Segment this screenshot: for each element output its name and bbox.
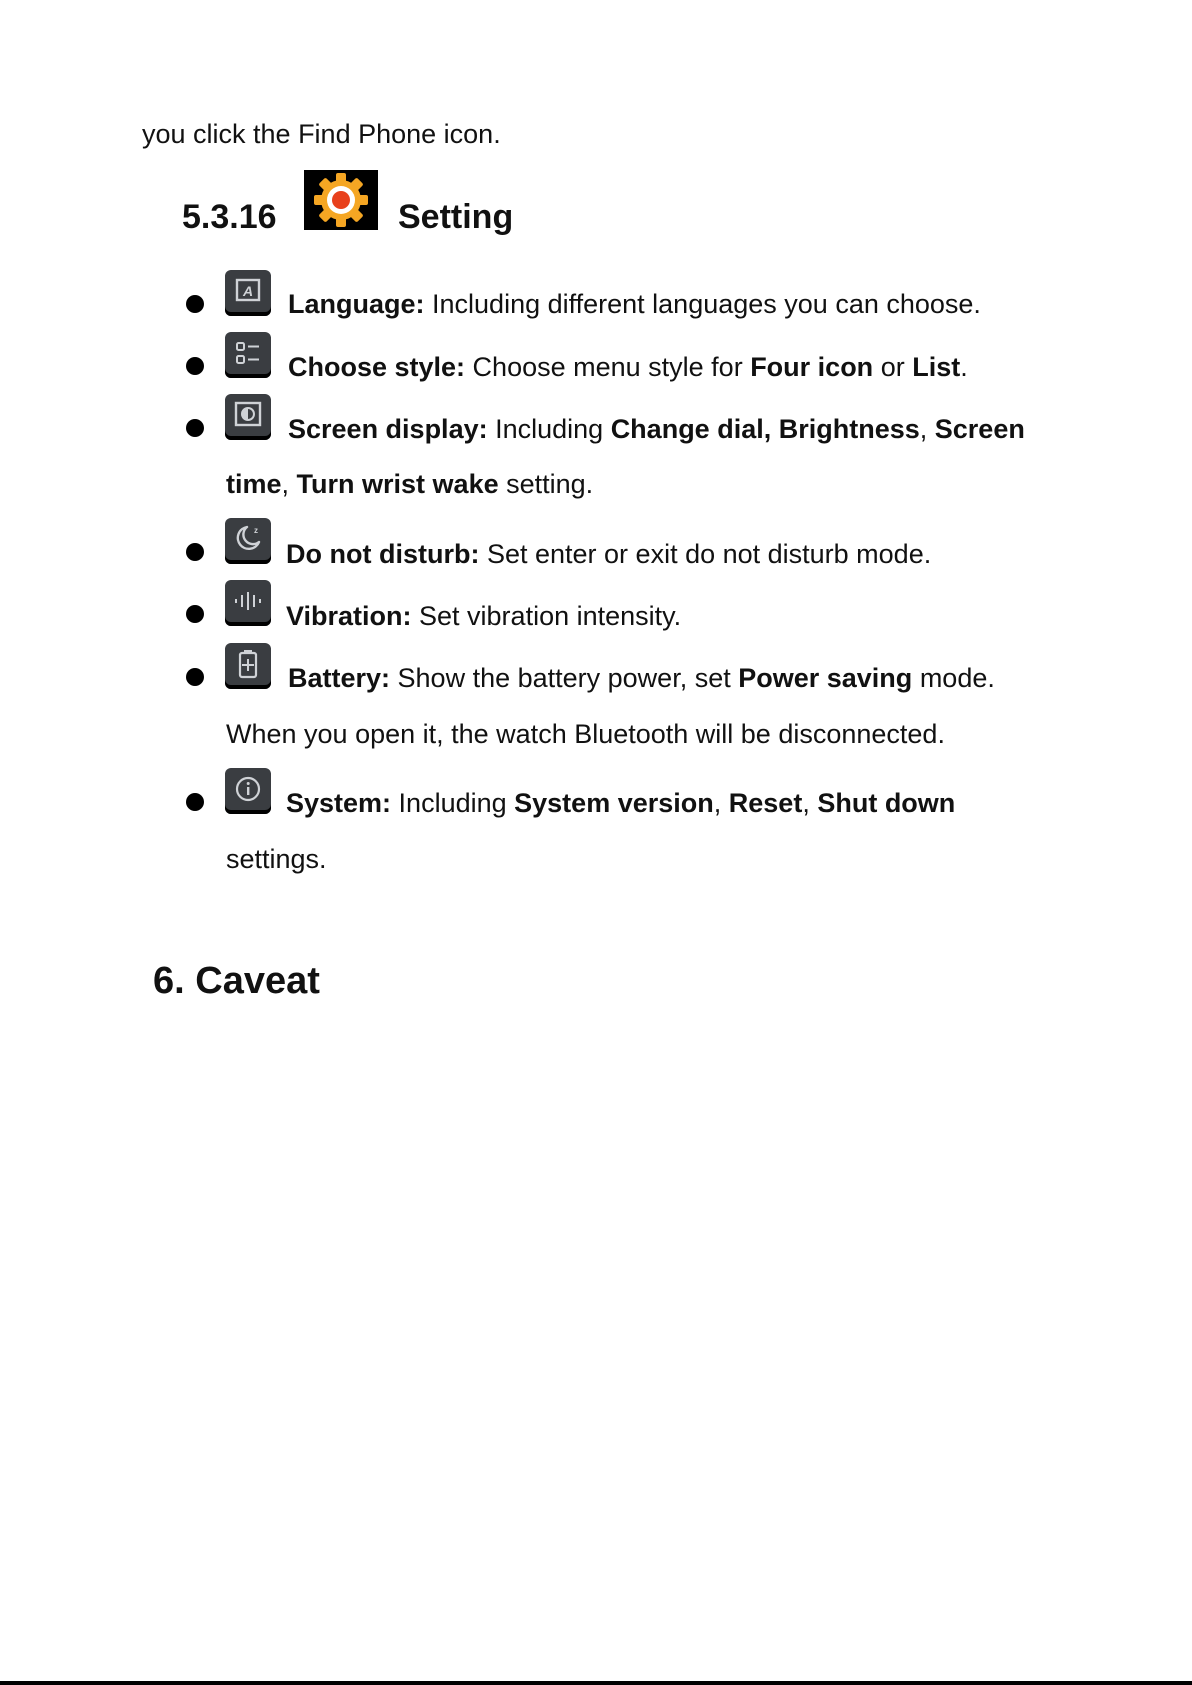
list-item xyxy=(288,350,968,384)
item-bold: Four icon xyxy=(750,352,874,382)
item-label: Vibration: xyxy=(286,601,412,631)
page-bottom-rule xyxy=(0,1681,1192,1685)
item-desc: or xyxy=(873,352,913,382)
vibration-icon xyxy=(225,580,271,626)
item-desc: , xyxy=(919,414,935,444)
item-bold: Shut down xyxy=(817,788,956,818)
item-label: Battery: xyxy=(288,663,391,693)
item-label: Do not disturb: xyxy=(286,539,480,569)
svg-text:A: A xyxy=(242,283,254,299)
bullet xyxy=(186,793,204,811)
item-desc: Choose menu style for xyxy=(465,352,751,382)
svg-text:z: z xyxy=(254,526,258,535)
list-item xyxy=(286,786,955,820)
item-bold: Power saving xyxy=(738,663,913,693)
list-item-continuation: When you open it, the watch Bluetooth will be disconnected. xyxy=(226,719,945,749)
list-item xyxy=(288,661,995,695)
item-desc: mode. xyxy=(912,663,995,693)
item-bold: Screen xyxy=(934,414,1025,444)
item-desc: setting. xyxy=(498,469,594,499)
item-desc: , xyxy=(281,469,297,499)
item-label: Screen display: xyxy=(288,414,488,444)
item-desc: , xyxy=(713,788,729,818)
choose-style-icon xyxy=(225,332,271,378)
language-icon xyxy=(225,270,271,316)
item-desc: , xyxy=(802,788,818,818)
bullet xyxy=(186,668,204,686)
item-desc: Set enter or exit do not disturb mode. xyxy=(479,539,932,569)
item-bold: Change dial, Brightness xyxy=(610,414,920,444)
list-item xyxy=(286,599,681,633)
screen-display-icon xyxy=(225,394,271,440)
item-label: Language: xyxy=(288,289,425,319)
list-item-continuation xyxy=(226,467,593,501)
item-bold: Reset xyxy=(728,788,803,818)
item-bold: System version xyxy=(514,788,714,818)
item-desc: . xyxy=(960,352,968,382)
item-desc: Including xyxy=(487,414,611,444)
bullet xyxy=(186,605,204,623)
bullet xyxy=(186,419,204,437)
settings-gear-icon xyxy=(304,170,378,230)
list-item xyxy=(288,412,1025,446)
section-title: Setting xyxy=(398,198,514,236)
list-item xyxy=(288,287,981,321)
caveat-heading: 6. Caveat xyxy=(153,960,320,1002)
bullet xyxy=(186,357,204,375)
system-info-icon xyxy=(225,768,271,814)
bullet xyxy=(186,543,204,561)
intro-text: you click the Find Phone icon. xyxy=(142,119,501,149)
bullet xyxy=(186,295,204,313)
do-not-disturb-icon xyxy=(225,518,271,564)
list-item xyxy=(286,537,931,571)
item-bold: List xyxy=(912,352,961,382)
item-bold: time xyxy=(226,469,282,499)
item-label: Choose style: xyxy=(288,352,466,382)
section-number: 5.3.16 xyxy=(182,198,277,236)
item-desc: Show the battery power, set xyxy=(390,663,739,693)
item-desc: Including different languages you can choose. xyxy=(424,289,981,319)
list-item-continuation: settings. xyxy=(226,844,327,874)
item-bold: Turn wrist wake xyxy=(296,469,499,499)
item-desc: Set vibration intensity. xyxy=(411,601,682,631)
item-label: System: xyxy=(286,788,392,818)
item-desc: Including xyxy=(391,788,515,818)
battery-icon xyxy=(225,643,271,689)
